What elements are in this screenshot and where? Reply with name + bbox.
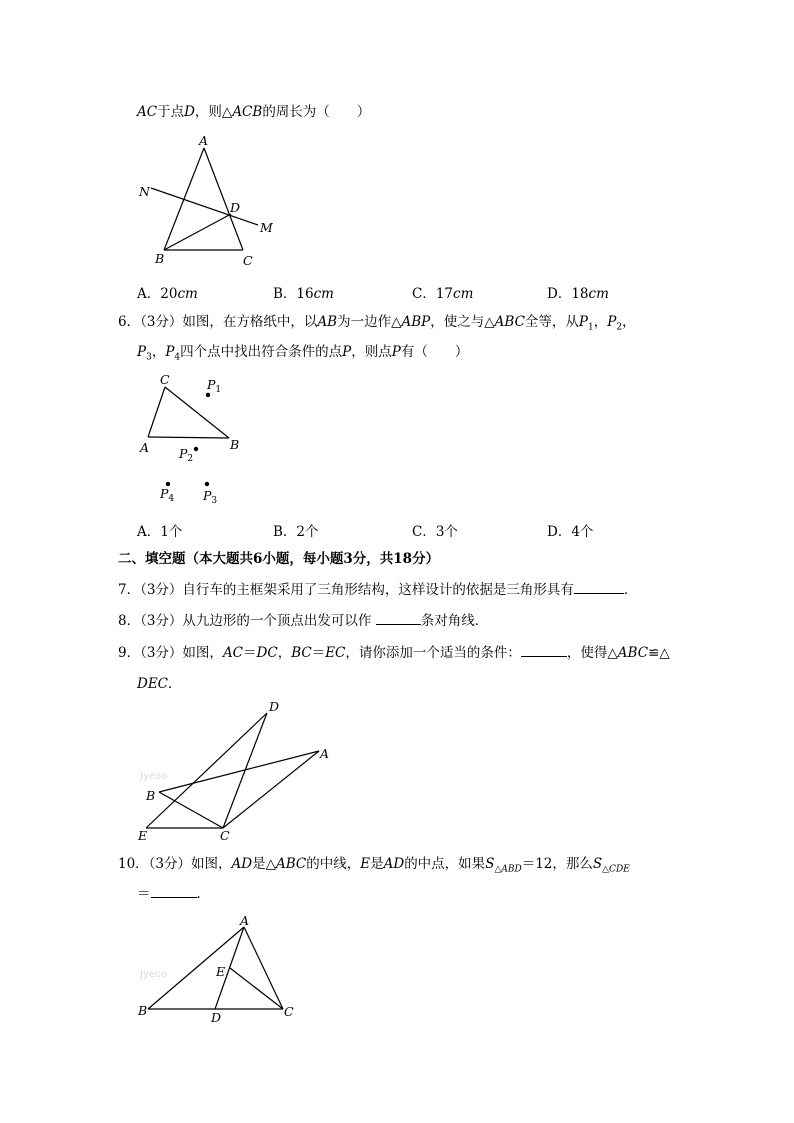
q6-label-p4: $P_4$ <box>160 486 175 504</box>
q9-label-e: E <box>138 828 148 843</box>
q9-text-line-1: 9．（3分）如图，AC＝DC，BC＝EC，请你添加一个适当的条件： ，使得△ABC≌△ <box>118 645 670 661</box>
q9-label-c: C <box>220 828 230 843</box>
q5-label-a: A <box>199 133 209 148</box>
q6-option-d[interactable]: D．4个 <box>547 524 594 540</box>
q6-label-p1: $P_1$ <box>207 377 222 395</box>
q6-label-p2: $P_2$ <box>179 446 194 464</box>
q6-option-c[interactable]: C．3个 <box>412 524 458 540</box>
q8-text: 8．（3分）从九边形的一个顶点出发可以作 条对角线． <box>118 613 489 629</box>
q6-text-line-2: $P_3$，$P_4$四个点中找出符合条件的点P，则点P有（ ） <box>137 344 469 363</box>
q5-label-c: C <box>243 253 253 268</box>
q10-label-e: E <box>216 964 226 979</box>
q6-label-p3: $P_3$ <box>203 488 218 506</box>
q9-label-a: A <box>320 746 330 761</box>
section-title-fill-in: 二、填空题（本大题共6小题，每小题3分，共18分） <box>118 551 440 567</box>
q5-option-d[interactable]: D．18cm <box>547 286 609 302</box>
q9-label-b: B <box>146 788 156 803</box>
q5-label-b: B <box>155 251 165 266</box>
q5-option-a[interactable]: A．20cm <box>137 286 198 302</box>
q5-option-c[interactable]: C．17cm <box>412 286 474 302</box>
q9-label-d: D <box>269 699 280 714</box>
q6-label-a: A <box>140 440 150 455</box>
q5-label-m: M <box>260 220 273 235</box>
q10-segment-ac <box>244 927 283 1009</box>
q5-option-b[interactable]: B．16cm <box>273 286 334 302</box>
q10-text-line-1: 10．（3分）如图，AD是△ABC的中线，E是AD的中点，如果$S_{\triangle ABD}=12$，那么$S_{\triangle CDE}$ <box>118 856 630 875</box>
q6-option-b[interactable]: B．2个 <box>273 524 319 540</box>
q10-label-b: B <box>138 1003 148 1018</box>
q6-label-c: C <box>160 372 170 387</box>
q10-label-a: A <box>240 913 250 928</box>
q10-label-d: D <box>211 1010 222 1025</box>
q9-text-line-2: DEC． <box>137 676 182 692</box>
q5-label-d: D <box>230 200 241 215</box>
q6-label-b: B <box>230 437 240 452</box>
q7-text: 7．（3分）自行车的主框架采用了三角形结构，这样设计的依据是三角形具有 ． <box>118 582 638 598</box>
q10-segment-ec <box>230 968 283 1009</box>
q10-label-c: C <box>284 1004 294 1019</box>
watermark: Jyeoo <box>140 771 168 782</box>
q6-text-line-1: 6．（3分）如图，在方格纸中，以AB为一边作△ABP，使之与△ABC全等，从$P_1$，$P_2$， <box>118 314 636 333</box>
q10-text-line-2: ＝ ． <box>137 886 210 902</box>
q5-label-n: N <box>139 184 150 199</box>
watermark-2: Jyeoo <box>140 969 168 980</box>
q5-text-line: AC于点D，则△ACB的周长为（ ） <box>137 104 371 120</box>
q6-option-a[interactable]: A．1个 <box>137 524 183 540</box>
